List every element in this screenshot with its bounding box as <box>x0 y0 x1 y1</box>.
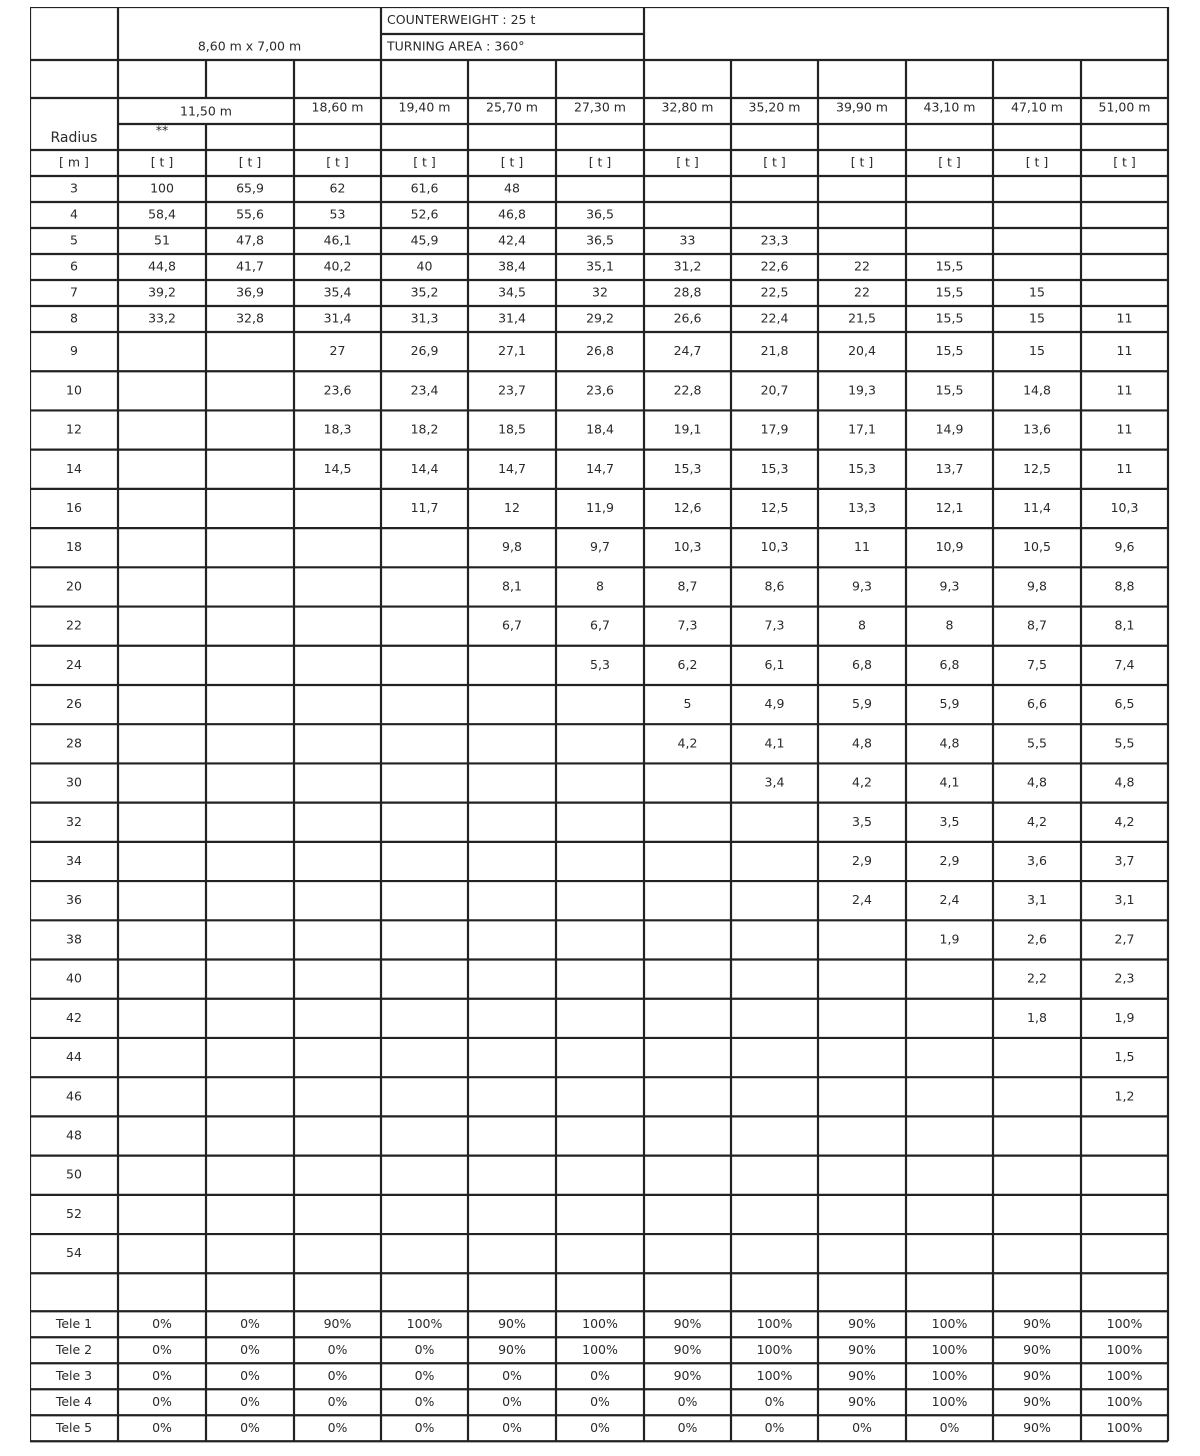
load-value: 15,3 <box>848 460 876 476</box>
load-value: 8,1 <box>1114 617 1135 633</box>
load-value: 15,3 <box>760 460 789 476</box>
note-mark: ** <box>155 122 169 138</box>
tele-percentage: 90% <box>848 1341 876 1357</box>
load-value: 52,6 <box>410 206 439 222</box>
tele-percentage: 0% <box>502 1367 522 1383</box>
load-value: 14,9 <box>935 421 964 437</box>
radius-value: 22 <box>66 617 82 633</box>
tele-percentage: 0% <box>240 1367 260 1383</box>
load-value: 4,2 <box>852 774 872 790</box>
tele-percentage: 0% <box>152 1367 172 1383</box>
load-value: 4,8 <box>939 735 960 751</box>
radius-value: 36 <box>66 892 82 908</box>
load-value: 5 <box>683 696 692 712</box>
load-value: 33 <box>679 232 696 248</box>
tele-percentage: 100% <box>756 1315 793 1331</box>
load-value: 35,1 <box>586 258 614 274</box>
tele-percentage: 0% <box>764 1393 785 1409</box>
load-value: 21,5 <box>848 310 876 326</box>
load-value: 1,2 <box>1114 1088 1135 1104</box>
load-value: 1,9 <box>1114 1009 1135 1025</box>
tele-percentage: 0% <box>240 1341 260 1357</box>
load-value: 12 <box>504 499 520 515</box>
tele-percentage: 100% <box>1106 1341 1143 1357</box>
load-value: 10,5 <box>1023 539 1051 555</box>
load-value: 40 <box>416 258 433 274</box>
tele-percentage: 0% <box>327 1341 348 1357</box>
ton-unit-label: [ t ] <box>1113 154 1136 170</box>
load-value: 15 <box>1029 310 1045 326</box>
tele-percentage: 0% <box>414 1367 435 1383</box>
tele-percentage: 0% <box>240 1419 260 1435</box>
load-value: 11 <box>1116 343 1133 359</box>
load-value: 10,3 <box>673 539 702 555</box>
load-value: 3,1 <box>1027 892 1047 908</box>
load-value: 51 <box>154 232 170 248</box>
load-value: 32 <box>592 284 608 300</box>
tele-percentage: 90% <box>1023 1393 1051 1409</box>
load-value: 47,8 <box>236 232 264 248</box>
load-value: 32,8 <box>236 310 264 326</box>
load-value: 3,5 <box>939 813 960 829</box>
load-value: 6,7 <box>590 617 610 633</box>
load-value: 14,5 <box>323 460 352 476</box>
radius-value: 5 <box>70 232 78 248</box>
tele-percentage: 90% <box>848 1393 876 1409</box>
ton-unit-label: [ t ] <box>763 154 786 170</box>
load-value: 18,4 <box>586 421 614 437</box>
load-value: 11,9 <box>586 499 614 515</box>
load-value: 44,8 <box>148 258 176 274</box>
load-value: 3,7 <box>1114 852 1135 868</box>
radius-value: 24 <box>66 656 82 672</box>
load-value: 2,6 <box>1027 931 1047 947</box>
radius-value: 34 <box>66 852 82 868</box>
tele-percentage: 100% <box>406 1315 443 1331</box>
radius-value: 3 <box>70 180 78 196</box>
load-value: 100 <box>150 180 174 196</box>
tele-percentage: 100% <box>756 1341 793 1357</box>
load-value: 1,9 <box>939 931 960 947</box>
ton-unit-label: [ t ] <box>238 154 262 170</box>
load-value: 4,2 <box>677 735 698 751</box>
load-value: 46,8 <box>498 206 526 222</box>
load-value: 18,5 <box>498 421 526 437</box>
tele-percentage: 100% <box>931 1341 968 1357</box>
ton-unit-label: [ t ] <box>850 154 874 170</box>
dimensions-label: 8,60 m x 7,00 m <box>197 38 302 54</box>
radius-value: 50 <box>66 1166 82 1182</box>
load-value: 15,3 <box>673 460 702 476</box>
load-value: 39,2 <box>148 284 176 300</box>
tele-percentage: 100% <box>931 1367 968 1383</box>
load-value: 9,7 <box>590 539 610 555</box>
load-value: 12,5 <box>1023 460 1051 476</box>
load-value: 20,4 <box>848 343 876 359</box>
boom-length-header: 51,00 m <box>1098 99 1151 115</box>
radius-value: 30 <box>66 774 82 790</box>
radius-value: 8 <box>70 310 78 326</box>
tele-percentage: 0% <box>414 1341 435 1357</box>
tele-percentage: 90% <box>323 1315 352 1331</box>
tele-percentage: 100% <box>931 1315 968 1331</box>
ton-unit-label: [ t ] <box>588 154 612 170</box>
load-value: 22 <box>854 284 870 300</box>
load-value: 12,1 <box>935 499 964 515</box>
load-value: 17,9 <box>760 421 789 437</box>
load-value: 5,9 <box>852 696 872 712</box>
load-value: 15,5 <box>935 310 964 326</box>
tele-percentage: 0% <box>590 1393 610 1409</box>
load-value: 8,1 <box>502 578 522 594</box>
tele-percentage: 0% <box>240 1393 260 1409</box>
load-value: 55,6 <box>236 206 264 222</box>
load-value: 40,2 <box>323 258 352 274</box>
radius-value: 10 <box>66 382 82 398</box>
load-value: 2,4 <box>852 892 872 908</box>
boom-length-header: 43,10 m <box>923 99 976 115</box>
load-value: 11 <box>854 539 870 555</box>
load-value: 9,6 <box>1114 539 1135 555</box>
load-value: 11,4 <box>1023 499 1051 515</box>
tele-percentage: 0% <box>590 1367 610 1383</box>
tele-percentage: 90% <box>1023 1341 1051 1357</box>
boom-length-header: 19,40 m <box>398 99 451 115</box>
tele-label: Tele 4 <box>55 1393 93 1409</box>
tele-percentage: 90% <box>1023 1315 1051 1331</box>
load-value: 18,2 <box>410 421 439 437</box>
load-chart-table <box>30 7 1170 1446</box>
load-value: 62 <box>329 180 346 196</box>
load-value: 6,1 <box>764 656 785 672</box>
radius-value: 12 <box>66 421 82 437</box>
tele-percentage: 0% <box>327 1367 348 1383</box>
load-value: 24,7 <box>673 343 702 359</box>
load-value: 5,5 <box>1114 735 1135 751</box>
load-value: 22,5 <box>760 284 789 300</box>
tele-percentage: 90% <box>1023 1367 1051 1383</box>
load-value: 19,1 <box>673 421 702 437</box>
radius-value: 26 <box>66 696 82 712</box>
radius-value: 46 <box>66 1088 82 1104</box>
load-value: 14,7 <box>498 460 526 476</box>
tele-percentage: 90% <box>498 1341 526 1357</box>
load-value: 4,1 <box>939 774 960 790</box>
load-value: 15,5 <box>935 284 964 300</box>
radius-value: 6 <box>70 258 78 274</box>
load-value: 13,6 <box>1023 421 1051 437</box>
tele-label: Tele 3 <box>55 1367 93 1383</box>
load-value: 8,8 <box>1114 578 1135 594</box>
load-value: 2,7 <box>1114 931 1135 947</box>
load-value: 29,2 <box>586 310 614 326</box>
tele-percentage: 100% <box>1106 1367 1143 1383</box>
load-value: 4,2 <box>1114 813 1135 829</box>
load-value: 58,4 <box>148 206 176 222</box>
grid-lines <box>30 7 1168 1441</box>
boom-length-header: 35,20 m <box>748 99 801 115</box>
load-value: 42,4 <box>498 232 526 248</box>
load-value: 27 <box>329 343 346 359</box>
boom-length-header: 39,90 m <box>836 99 888 115</box>
load-value: 36,9 <box>236 284 264 300</box>
load-value: 36,5 <box>586 206 614 222</box>
tele-label: Tele 5 <box>55 1419 93 1435</box>
load-value: 14,4 <box>410 460 439 476</box>
load-value: 11 <box>1116 460 1133 476</box>
load-value: 9,3 <box>939 578 960 594</box>
tele-label: Tele 2 <box>55 1341 93 1357</box>
load-value: 8,7 <box>1027 617 1047 633</box>
load-value: 14,7 <box>586 460 614 476</box>
boom-length-header: 25,70 m <box>486 99 538 115</box>
tele-percentage: 0% <box>327 1419 348 1435</box>
load-value: 35,4 <box>323 284 352 300</box>
tele-percentage: 0% <box>677 1419 698 1435</box>
boom-length-header: 47,10 m <box>1011 99 1063 115</box>
load-value: 1,5 <box>1114 1049 1135 1065</box>
tele-percentage: 100% <box>1106 1393 1143 1409</box>
load-value: 12,6 <box>673 499 702 515</box>
load-value: 2,2 <box>1027 970 1047 986</box>
load-value: 6,7 <box>502 617 522 633</box>
tele-percentage: 100% <box>1106 1315 1143 1331</box>
radius-value: 28 <box>66 735 82 751</box>
tele-percentage: 0% <box>852 1419 872 1435</box>
boom-length-header: 32,80 m <box>661 99 714 115</box>
load-value: 8,6 <box>764 578 785 594</box>
load-value: 26,9 <box>410 343 439 359</box>
load-value: 4,8 <box>1027 774 1047 790</box>
tele-percentage: 0% <box>152 1419 172 1435</box>
load-value: 12,5 <box>760 499 789 515</box>
load-value: 7,3 <box>764 617 785 633</box>
load-value: 61,6 <box>410 180 439 196</box>
load-value: 31,4 <box>323 310 352 326</box>
load-value: 11 <box>1116 382 1133 398</box>
load-value: 48 <box>504 180 520 196</box>
load-value: 2,4 <box>939 892 960 908</box>
load-value: 31,3 <box>410 310 439 326</box>
radius-value: 54 <box>66 1245 82 1261</box>
tele-percentage: 0% <box>152 1393 172 1409</box>
load-value: 33,2 <box>148 310 176 326</box>
tele-percentage: 90% <box>1023 1419 1051 1435</box>
load-value: 2,9 <box>939 852 960 868</box>
load-value: 2,9 <box>852 852 872 868</box>
radius-value: 38 <box>66 931 82 947</box>
load-value: 23,6 <box>586 382 614 398</box>
load-value: 8,7 <box>677 578 698 594</box>
tele-percentage: 0% <box>939 1419 960 1435</box>
tele-percentage: 100% <box>582 1315 618 1331</box>
load-value: 3,4 <box>764 774 785 790</box>
load-value: 5,5 <box>1027 735 1047 751</box>
counterweight-label: COUNTERWEIGHT : 25 t <box>387 12 536 27</box>
boom-length-header: 11,50 m <box>180 103 232 119</box>
load-value: 11 <box>1116 421 1133 437</box>
load-value: 8 <box>858 617 866 633</box>
tele-percentage: 90% <box>673 1367 702 1383</box>
tele-percentage: 100% <box>756 1367 793 1383</box>
load-value: 4,8 <box>852 735 872 751</box>
load-value: 4,8 <box>1114 774 1135 790</box>
load-value: 45,9 <box>410 232 439 248</box>
ton-unit-label: [ t ] <box>413 154 436 170</box>
tele-percentage: 90% <box>673 1315 702 1331</box>
ton-unit-label: [ t ] <box>1025 154 1049 170</box>
load-value: 6,6 <box>1027 696 1047 712</box>
tele-percentage: 100% <box>582 1341 618 1357</box>
load-value: 22,6 <box>760 258 789 274</box>
tele-percentage: 100% <box>931 1393 968 1409</box>
radius-value: 44 <box>66 1049 82 1065</box>
load-value: 4,1 <box>764 735 785 751</box>
load-value: 10,3 <box>760 539 789 555</box>
load-value: 9,8 <box>1027 578 1047 594</box>
load-value: 46,1 <box>323 232 352 248</box>
load-value: 53 <box>329 206 346 222</box>
load-value: 2,3 <box>1114 970 1135 986</box>
load-value: 19,3 <box>848 382 876 398</box>
load-value: 3,6 <box>1027 852 1047 868</box>
load-value: 6,5 <box>1114 696 1135 712</box>
radius-value: 40 <box>66 970 82 986</box>
load-value: 5,9 <box>939 696 960 712</box>
tele-percentage: 0% <box>590 1419 610 1435</box>
load-value: 31,4 <box>498 310 526 326</box>
ton-unit-label: [ t ] <box>676 154 699 170</box>
tele-percentage: 0% <box>414 1393 435 1409</box>
load-value: 4,9 <box>764 696 785 712</box>
radius-value: 7 <box>70 284 78 300</box>
load-value: 38,4 <box>498 258 526 274</box>
load-value: 9,3 <box>852 578 872 594</box>
radius-value: 20 <box>66 578 82 594</box>
load-value: 9,8 <box>502 539 522 555</box>
load-value: 22,8 <box>673 382 702 398</box>
load-value: 26,6 <box>673 310 702 326</box>
radius-value: 42 <box>66 1009 82 1025</box>
radius-value: 48 <box>66 1127 82 1143</box>
tele-percentage: 90% <box>673 1341 702 1357</box>
load-value: 3,1 <box>1114 892 1135 908</box>
boom-length-header: 18,60 m <box>311 99 364 115</box>
tele-percentage: 90% <box>848 1367 876 1383</box>
radius-unit-label: [ m ] <box>59 154 89 170</box>
load-value: 15 <box>1029 343 1045 359</box>
load-value: 1,8 <box>1027 1009 1047 1025</box>
radius-value: 18 <box>66 539 82 555</box>
load-value: 65,9 <box>236 180 264 196</box>
load-value: 10,9 <box>935 539 964 555</box>
load-value: 41,7 <box>236 258 264 274</box>
load-value: 7,4 <box>1114 656 1135 672</box>
load-value: 23,6 <box>323 382 352 398</box>
boom-length-header: 27,30 m <box>574 99 626 115</box>
tele-percentage: 0% <box>327 1393 348 1409</box>
load-value: 5,3 <box>590 656 610 672</box>
radius-label: Radius <box>50 130 98 146</box>
load-value: 28,8 <box>673 284 702 300</box>
load-value: 18,3 <box>323 421 352 437</box>
radius-value: 9 <box>70 343 78 359</box>
ton-unit-label: [ t ] <box>150 154 174 170</box>
turning-area-label: TURNING AREA : 360° <box>387 38 525 54</box>
tele-percentage: 0% <box>502 1393 522 1409</box>
ton-unit-label: [ t ] <box>326 154 349 170</box>
tele-percentage: 0% <box>677 1393 698 1409</box>
tele-percentage: 0% <box>502 1419 522 1435</box>
load-value: 22,4 <box>760 310 789 326</box>
load-value: 27,1 <box>498 343 526 359</box>
load-value: 26,8 <box>586 343 614 359</box>
tele-percentage: 90% <box>498 1315 526 1331</box>
tele-percentage: 100% <box>1106 1419 1143 1435</box>
tele-percentage: 0% <box>414 1419 435 1435</box>
load-value: 11 <box>1116 310 1133 326</box>
load-value: 3,5 <box>852 813 872 829</box>
load-value: 8 <box>596 578 604 594</box>
tele-percentage: 0% <box>152 1315 172 1331</box>
load-value: 13,3 <box>848 499 876 515</box>
load-value: 23,7 <box>498 382 526 398</box>
tele-percentage: 90% <box>848 1315 876 1331</box>
load-value: 21,8 <box>760 343 789 359</box>
load-value: 8 <box>945 617 954 633</box>
load-value: 23,4 <box>410 382 439 398</box>
ton-unit-label: [ t ] <box>938 154 961 170</box>
load-value: 36,5 <box>586 232 614 248</box>
radius-value: 52 <box>66 1205 82 1221</box>
load-value: 4,2 <box>1027 813 1047 829</box>
tele-percentage: 0% <box>152 1341 172 1357</box>
load-value: 7,3 <box>677 617 698 633</box>
tele-label: Tele 1 <box>55 1315 93 1331</box>
radius-value: 4 <box>70 206 78 222</box>
load-value: 13,7 <box>935 460 964 476</box>
radius-value: 32 <box>66 813 82 829</box>
load-value: 15,5 <box>935 258 964 274</box>
load-value: 7,5 <box>1027 656 1047 672</box>
load-value: 15 <box>1029 284 1045 300</box>
load-value: 22 <box>854 258 870 274</box>
load-value: 14,8 <box>1023 382 1051 398</box>
radius-value: 14 <box>66 460 82 476</box>
load-value: 11,7 <box>410 499 439 515</box>
load-value: 20,7 <box>760 382 789 398</box>
radius-value: 16 <box>66 499 82 515</box>
load-value: 35,2 <box>410 284 439 300</box>
tele-percentage: 0% <box>240 1315 260 1331</box>
load-value: 6,8 <box>939 656 960 672</box>
load-value: 15,5 <box>935 382 964 398</box>
load-value: 34,5 <box>498 284 526 300</box>
load-value: 15,5 <box>935 343 964 359</box>
tele-percentage: 0% <box>764 1419 785 1435</box>
load-value: 10,3 <box>1110 499 1139 515</box>
load-value: 17,1 <box>848 421 876 437</box>
ton-unit-label: [ t ] <box>500 154 524 170</box>
load-value: 23,3 <box>760 232 789 248</box>
load-value: 31,2 <box>673 258 702 274</box>
load-value: 6,8 <box>852 656 872 672</box>
load-value: 6,2 <box>677 656 698 672</box>
